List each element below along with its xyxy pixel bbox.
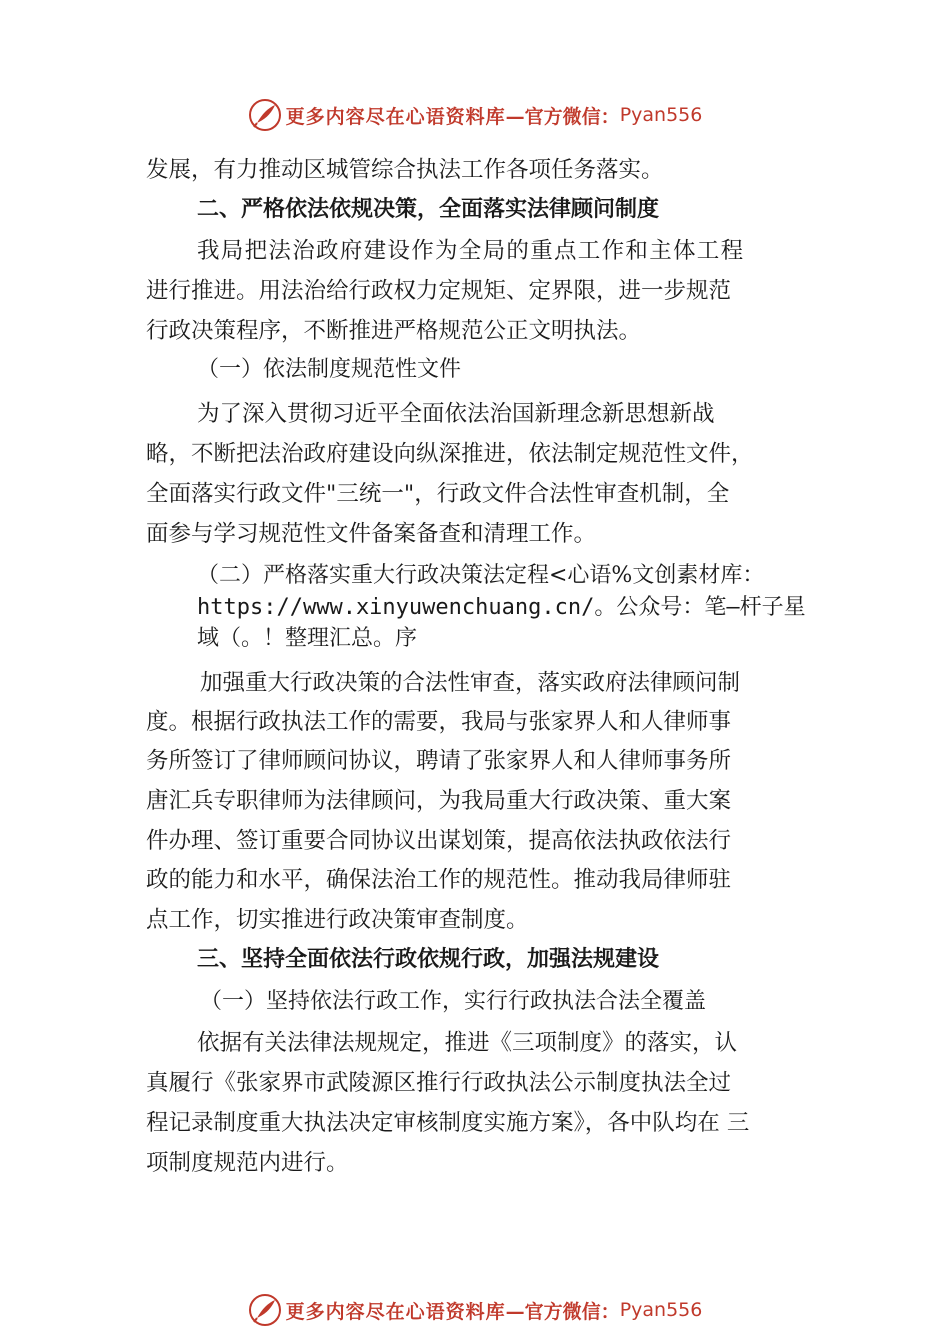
banner-text-wechat: —官方微信： <box>505 105 620 128</box>
header-banner <box>0 95 950 135</box>
text-line: 我局把法治政府建设作为全局的重点工作和主体工程 <box>197 238 745 264</box>
text-line: 点工作，切实推进行政决策审查制度。 <box>146 907 529 933</box>
text-line: https://www.xinyuwenchuang.cn/。公众号：笔—杆子星 <box>197 595 806 620</box>
quill-logo-icon <box>248 98 282 132</box>
quill-logo-icon <box>248 1293 282 1327</box>
text-line: 程记录制度重大执法决定审核制度实施方案》，各中队均在 三 <box>146 1110 750 1136</box>
text-line: 加强重大行政决策的合法性审查，落实政府法律顾问制 <box>200 670 741 696</box>
banner-text-main: 更多内容尽在心语资料库 <box>285 105 506 128</box>
text-line: 进行推进。用法治给行政权力定规矩、定界限，进一步规范 <box>146 278 732 304</box>
text-line: 务所签订了律师顾问协议，聘请了张家界人和人律师事务所 <box>146 748 732 774</box>
subsection-heading: （一）依法制度规范性文件 <box>197 357 462 382</box>
text-line: 为了深入贯彻习近平全面依法治国新理念新思想新战 <box>197 401 715 427</box>
banner-text-main: 更多内容尽在心语资料库 <box>285 1300 506 1323</box>
footer-banner <box>0 1290 950 1330</box>
text-line: 全面落实行政文件"三统一"，行政文件合法性审查机制，全 <box>146 481 730 507</box>
text-line: 发展，有力推动区城管综合执法工作各项任务落实。 <box>146 157 664 183</box>
text-line: 度。根据行政执法工作的需要，我局与张家界人和人律师事 <box>146 709 732 735</box>
banner-text-id: Pyan556 <box>619 1299 703 1321</box>
text-line: 项制度规范内进行。 <box>146 1150 349 1176</box>
banner-text-wechat: —官方微信： <box>505 1300 620 1323</box>
subsection-heading: （二）严格落实重大行政决策法定程<心语%文创素材库： <box>197 563 765 588</box>
text-line: 唐汇兵专职律师为法律顾问，为我局重大行政决策、重大案 <box>146 788 732 814</box>
text-line: 依据有关法律法规规定，推进《三项制度》的落实，认 <box>197 1030 738 1056</box>
banner-text-id: Pyan556 <box>619 104 703 126</box>
text-line: 略，不断把法治政府建设向纵深推进，依法制定规范性文件， <box>146 441 754 467</box>
section-heading: 三、坚持全面依法行政依规行政，加强法规建设 <box>197 947 660 972</box>
text-line: 真履行《张家界市武陵源区推行行政执法公示制度执法全过 <box>146 1070 732 1096</box>
subsection-heading: （一）坚持依法行政工作，实行行政执法合法全覆盖 <box>200 989 707 1014</box>
text-line: 行政决策程序，不断推进严格规范公正文明执法。 <box>146 318 642 344</box>
text-line: 政的能力和水平，确保法治工作的规范性。推动我局律师驻 <box>146 867 732 893</box>
text-line: 件办理、签订重要合同协议出谋划策，提高依法执政依法行 <box>146 828 732 854</box>
text-line: 面参与学习规范性文件备案备查和清理工作。 <box>146 521 597 547</box>
text-line: 域（。！整理汇总。序 <box>197 626 418 651</box>
section-heading: 二、严格依法依规决策，全面落实法律顾问制度 <box>197 197 660 222</box>
